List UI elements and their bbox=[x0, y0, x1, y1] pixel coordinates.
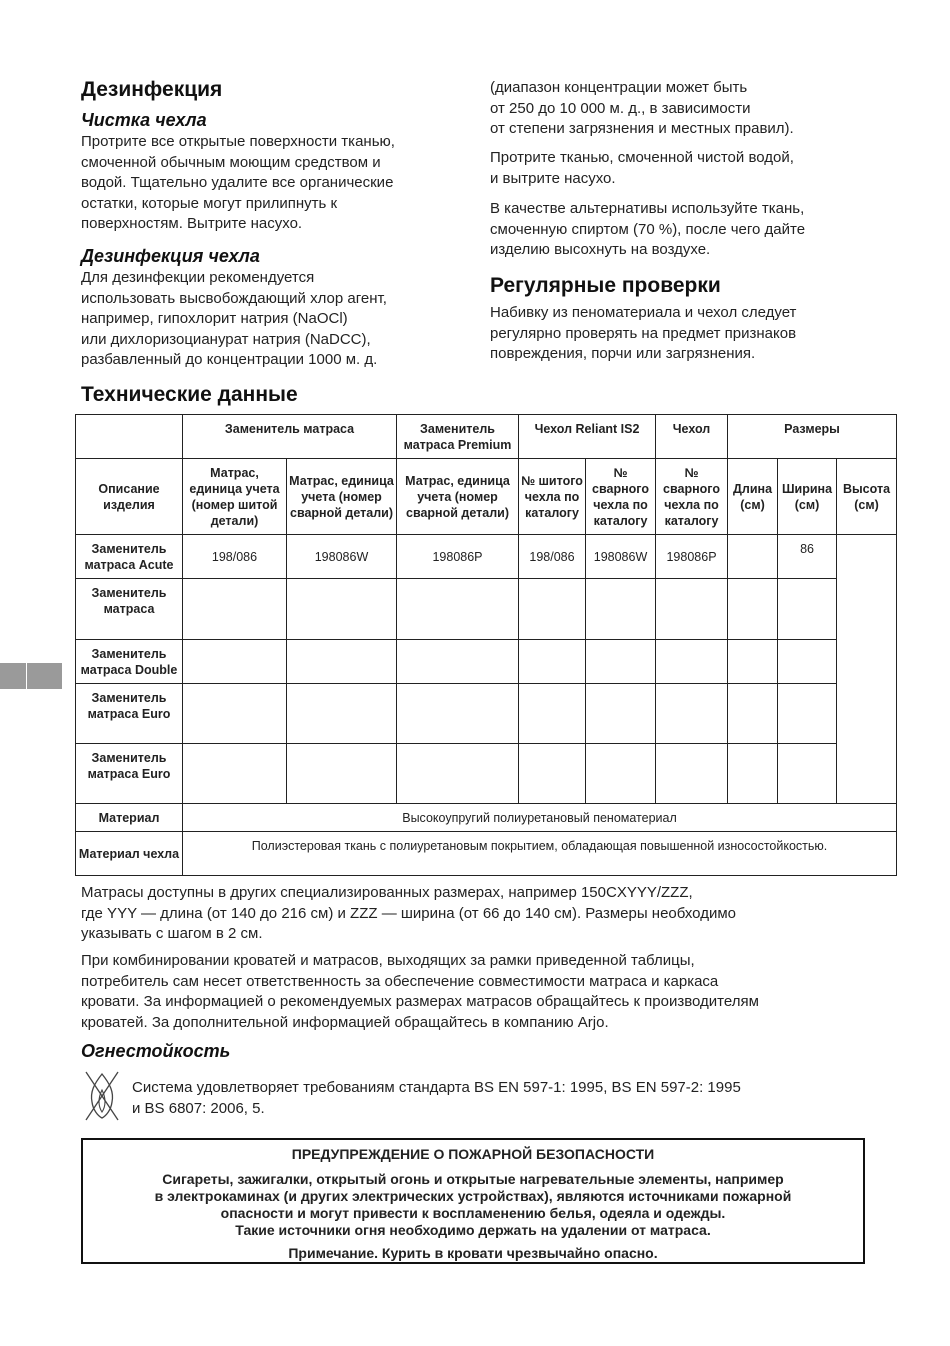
tech-data-title: Технические данные bbox=[81, 383, 298, 406]
material-row bbox=[76, 804, 897, 832]
column-header: Высота (см) bbox=[837, 459, 897, 535]
fire-safety-warning-box bbox=[81, 1138, 865, 1264]
column-header: Описание изделия bbox=[76, 459, 183, 535]
warning-note: Примечание. Курить в кровати чрезвычайно опасно. bbox=[288, 1245, 658, 1261]
warning-body: Сигареты, зажигалки, открытый огонь и открытые нагревательные элементы, например в электрокаминах (и других электрических устройствах), являются источниками пожарной опасности и могут привести к воспламенению белья, одеяла и одежды. Такие источники огня необходимо держать на удалении от матраса. bbox=[154, 1171, 792, 1238]
table-cell: 198086P bbox=[656, 535, 728, 579]
regular-checks-title: Регулярные проверки bbox=[490, 274, 721, 297]
table-cell bbox=[778, 744, 837, 804]
table-column-header-row bbox=[76, 459, 897, 535]
section-tab-marker bbox=[0, 663, 62, 689]
table-cell bbox=[519, 744, 586, 804]
table-cell bbox=[728, 684, 778, 744]
group-header: Чехол Reliant IS2 bbox=[519, 415, 656, 459]
row-label: Заменитель матраса Euro bbox=[76, 744, 183, 804]
concentration-text: (диапазон концентрации может быть от 250 до 10 000 м. д., в зависимости от степени загрязнения и местных правил). bbox=[490, 79, 794, 137]
table-cell bbox=[519, 684, 586, 744]
table-cell: 198086P bbox=[397, 535, 519, 579]
warning-title: ПРЕДУПРЕЖДЕНИЕ О ПОЖАРНОЙ БЕЗОПАСНОСТИ bbox=[291, 1146, 655, 1162]
table-cell bbox=[287, 684, 397, 744]
table-cell bbox=[586, 579, 656, 640]
row-label: Заменитель матраса Acute bbox=[76, 535, 183, 579]
table-row bbox=[76, 535, 897, 579]
group-header: Заменитель матраса bbox=[183, 415, 397, 459]
group-header: Заменитель матраса Premium bbox=[397, 415, 519, 459]
table-cell bbox=[519, 579, 586, 640]
fire-standards-text: Система удовлетворяет требованиям стандарта BS EN 597-1: 1995, BS EN 597-2: 1995 и BS 6807: 2006, 5. bbox=[132, 1079, 741, 1117]
table-cell bbox=[728, 535, 778, 579]
table-cell: 198/086 bbox=[519, 535, 586, 579]
table-cell bbox=[287, 579, 397, 640]
table-cell bbox=[656, 579, 728, 640]
table-cell bbox=[397, 684, 519, 744]
table-cell bbox=[183, 640, 287, 684]
table-cell bbox=[397, 579, 519, 640]
disinfection-title: Дезинфекция bbox=[81, 78, 223, 101]
column-header: № сварного чехла по каталогу bbox=[656, 459, 728, 535]
regular-checks-text: Набивку из пеноматериала и чехол следует регулярно проверять на предмет признаков повреждения, порчи или загрязнения. bbox=[490, 304, 797, 362]
table-cell: 86 bbox=[778, 535, 837, 579]
wipe-text: Протрите тканью, смоченной чистой водой, и вытрите насухо. bbox=[490, 149, 794, 187]
column-header: № сварного чехла по каталогу bbox=[586, 459, 656, 535]
table-cell bbox=[586, 684, 656, 744]
table-row bbox=[76, 744, 897, 804]
table-group-header-row bbox=[76, 415, 897, 459]
row-label: Заменитель матраса bbox=[76, 579, 183, 640]
table-cell: 198/086 bbox=[183, 535, 287, 579]
table-cell bbox=[728, 640, 778, 684]
table-cell bbox=[586, 640, 656, 684]
column-header: Матрас, единица учета (номер сварной детали) bbox=[287, 459, 397, 535]
tech-data-table bbox=[75, 414, 897, 876]
table-cell bbox=[519, 640, 586, 684]
table-corner-cell bbox=[76, 415, 183, 459]
table-cell bbox=[287, 744, 397, 804]
table-cell bbox=[397, 744, 519, 804]
table-cell bbox=[287, 640, 397, 684]
table-cell bbox=[778, 579, 837, 640]
table-cell bbox=[656, 640, 728, 684]
table-cell bbox=[183, 579, 287, 640]
table-cell bbox=[728, 579, 778, 640]
table-cell bbox=[183, 684, 287, 744]
cover-disinfection-text: Для дезинфекции рекомендуется использовать высвобождающий хлор агент, например, гипохлорит натрия (NaOCl) или дихлоризоцианурат натрия (NaDCC), разбавленный до концентрации 1000 м. д. bbox=[81, 269, 387, 368]
table-cell bbox=[586, 744, 656, 804]
table-cell: 198086W bbox=[287, 535, 397, 579]
no-fire-symbol-icon bbox=[80, 1068, 124, 1124]
table-cell bbox=[183, 744, 287, 804]
cover-material-label: Материал чехла bbox=[76, 832, 183, 876]
table-cell bbox=[656, 684, 728, 744]
cover-cleaning-heading: Чистка чехла bbox=[81, 110, 207, 130]
column-header: Матрас, единица учета (номер шитой детали) bbox=[183, 459, 287, 535]
table-cell bbox=[728, 744, 778, 804]
compatibility-paragraph: При комбинировании кроватей и матрасов, выходящих за рамки приведенной таблицы, потребитель сам несет ответственность за обеспечение совместимости матраса и каркаса кровати. За информацией о рекомендуемых размерах матрасов обращайтесь к производителям кроватей. За дополнительной информацией обращайтесь в компанию Arjo. bbox=[81, 952, 759, 1031]
table-cell bbox=[397, 640, 519, 684]
row-label: Заменитель матраса Euro bbox=[76, 684, 183, 744]
column-header: Ширина (см) bbox=[778, 459, 837, 535]
table-row bbox=[76, 579, 897, 640]
table-row bbox=[76, 640, 897, 684]
height-merged-cell bbox=[837, 535, 897, 804]
material-label: Материал bbox=[76, 804, 183, 832]
table-cell bbox=[778, 684, 837, 744]
cover-cleaning-text: Протрите все открытые поверхности тканью, смоченной обычным моющим средством и водой. Тщательно удалите все органические остатки, которые могут прилипнуть к поверхностям. Вытрите насухо. bbox=[81, 133, 395, 232]
column-header: № шитого чехла по каталогу bbox=[519, 459, 586, 535]
cover-material-value: Полиэстеровая ткань с полиуретановым покрытием, обладающая повышенной износостойкостью. bbox=[183, 832, 897, 876]
cover-disinfection-heading: Дезинфекция чехла bbox=[81, 246, 260, 266]
table-row bbox=[76, 684, 897, 744]
sizes-paragraph: Матрасы доступны в других специализированных размерах, например 150CXYYY/ZZZ, где YYY — длина (от 140 до 216 см) и ZZZ — ширина (от 66 до 140 см). Размеры необходимо указывать с шагом в 2 см. bbox=[81, 884, 736, 942]
table-cell bbox=[778, 640, 837, 684]
fire-resistance-heading: Огнестойкость bbox=[81, 1041, 231, 1061]
alcohol-text: В качестве альтернативы используйте ткань, смоченную спиртом (70 %), после чего дайте изделию высохнуть на воздухе. bbox=[490, 200, 806, 258]
material-value: Высокоупругий полиуретановый пеноматериал bbox=[183, 804, 897, 832]
row-label: Заменитель матраса Double bbox=[76, 640, 183, 684]
group-header: Чехол bbox=[656, 415, 728, 459]
cover-material-row bbox=[76, 832, 897, 876]
table-cell: 198086W bbox=[586, 535, 656, 579]
group-header: Размеры bbox=[728, 415, 897, 459]
column-header: Матрас, единица учета (номер сварной детали) bbox=[397, 459, 519, 535]
table-cell bbox=[656, 744, 728, 804]
column-header: Длина (см) bbox=[728, 459, 778, 535]
